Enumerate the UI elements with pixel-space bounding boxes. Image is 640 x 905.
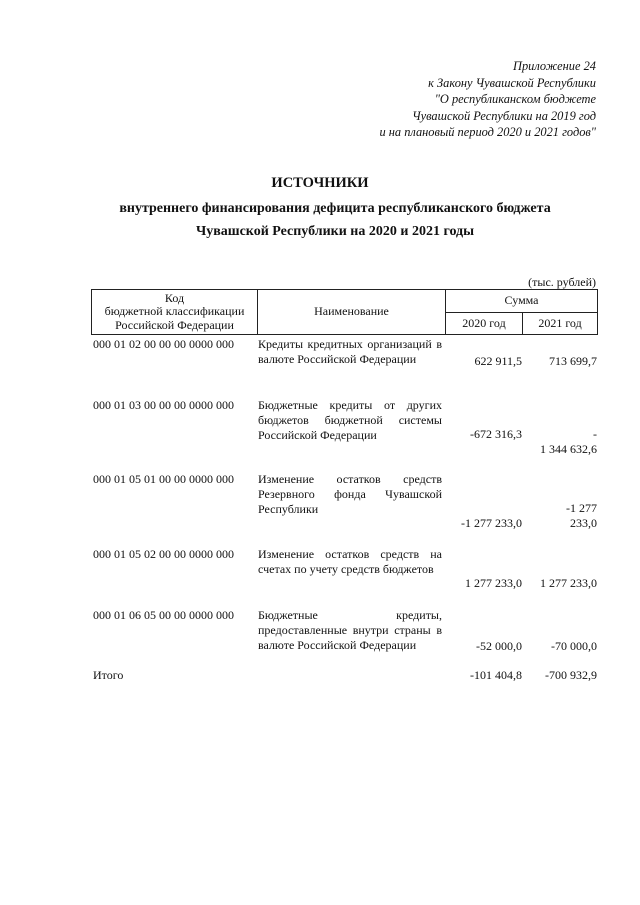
header-name: Наименование: [258, 290, 446, 335]
row-value-2020: -52 000,0: [476, 639, 522, 653]
row-name: Бюджетные кредиты от других бюджетов бюджетной системы Российской Федерации: [258, 398, 442, 442]
appendix-note: [276, 58, 596, 141]
total-value-2020: -101 404,8: [470, 668, 522, 682]
units-note: (тыс. рублей): [528, 275, 596, 289]
table-header: [91, 289, 598, 335]
row-value-2021: 713 699,7: [549, 354, 597, 368]
row-name: Кредиты кредитных организаций в валюте Российской Федерации: [258, 337, 442, 366]
row-value-2021-part: -1 277: [566, 501, 597, 515]
row-code: 000 01 03 00 00 00 0000 000: [93, 398, 234, 412]
row-value-2020: 1 277 233,0: [465, 576, 522, 590]
header-code-line: Российской Федерации: [115, 317, 234, 332]
document-title: ИСТОЧНИКИ: [271, 175, 369, 191]
header-code-line: Код: [164, 290, 185, 305]
row-value-2020: -1 277 233,0: [461, 516, 522, 530]
header-year-2020: 2020 год: [446, 313, 523, 335]
header-code-line: бюджетной классификации: [104, 304, 245, 319]
header-sum: Сумма: [446, 290, 598, 313]
row-name: Изменение остатков средств на счетах по учету средств бюджетов: [258, 547, 442, 576]
appendix-line: к Закону Чувашской Республики: [428, 75, 596, 90]
row-value-2020: -672 316,3: [470, 427, 522, 441]
row-value-2021: [566, 501, 597, 531]
appendix-line: "О республиканском бюджете: [434, 92, 596, 107]
subtitle-line-1: внутреннего финансирования дефицита республиканского бюджета: [119, 201, 551, 216]
header-code: [92, 290, 258, 335]
appendix-line: Чувашской Республики на 2019 год: [412, 108, 596, 123]
row-name: Бюджетные кредиты, предоставленные внутри страны в валюте Российской Федерации: [258, 608, 442, 652]
row-code: 000 01 05 02 00 00 0000 000: [93, 547, 234, 561]
total-value-2021: -700 932,9: [545, 668, 597, 682]
row-value-2021-part: -: [593, 427, 597, 441]
appendix-line: и на плановый период 2020 и 2021 годов": [379, 125, 596, 140]
row-value-2021: -70 000,0: [551, 639, 597, 653]
row-code: 000 01 06 05 00 00 0000 000: [93, 608, 234, 622]
total-label: Итого: [93, 668, 124, 682]
row-value-2021: 1 277 233,0: [540, 576, 597, 590]
row-code: 000 01 05 01 00 00 0000 000: [93, 472, 234, 486]
subtitle-line-2: Чувашской Республики на 2020 и 2021 годы: [195, 224, 475, 239]
row-value-2021-part: 1 344 632,6: [540, 442, 597, 456]
row-value-2021: [540, 427, 597, 457]
appendix-line: Приложение 24: [513, 59, 596, 73]
header-year-2021: 2021 год: [523, 313, 598, 335]
row-value-2020: 622 911,5: [474, 354, 522, 368]
row-code: 000 01 02 00 00 00 0000 000: [93, 337, 234, 351]
row-name: Изменение остатков средств Резервного фонда Чувашской Республики: [258, 472, 442, 516]
row-value-2021-part: 233,0: [570, 516, 597, 530]
document-subtitle: [60, 197, 610, 243]
